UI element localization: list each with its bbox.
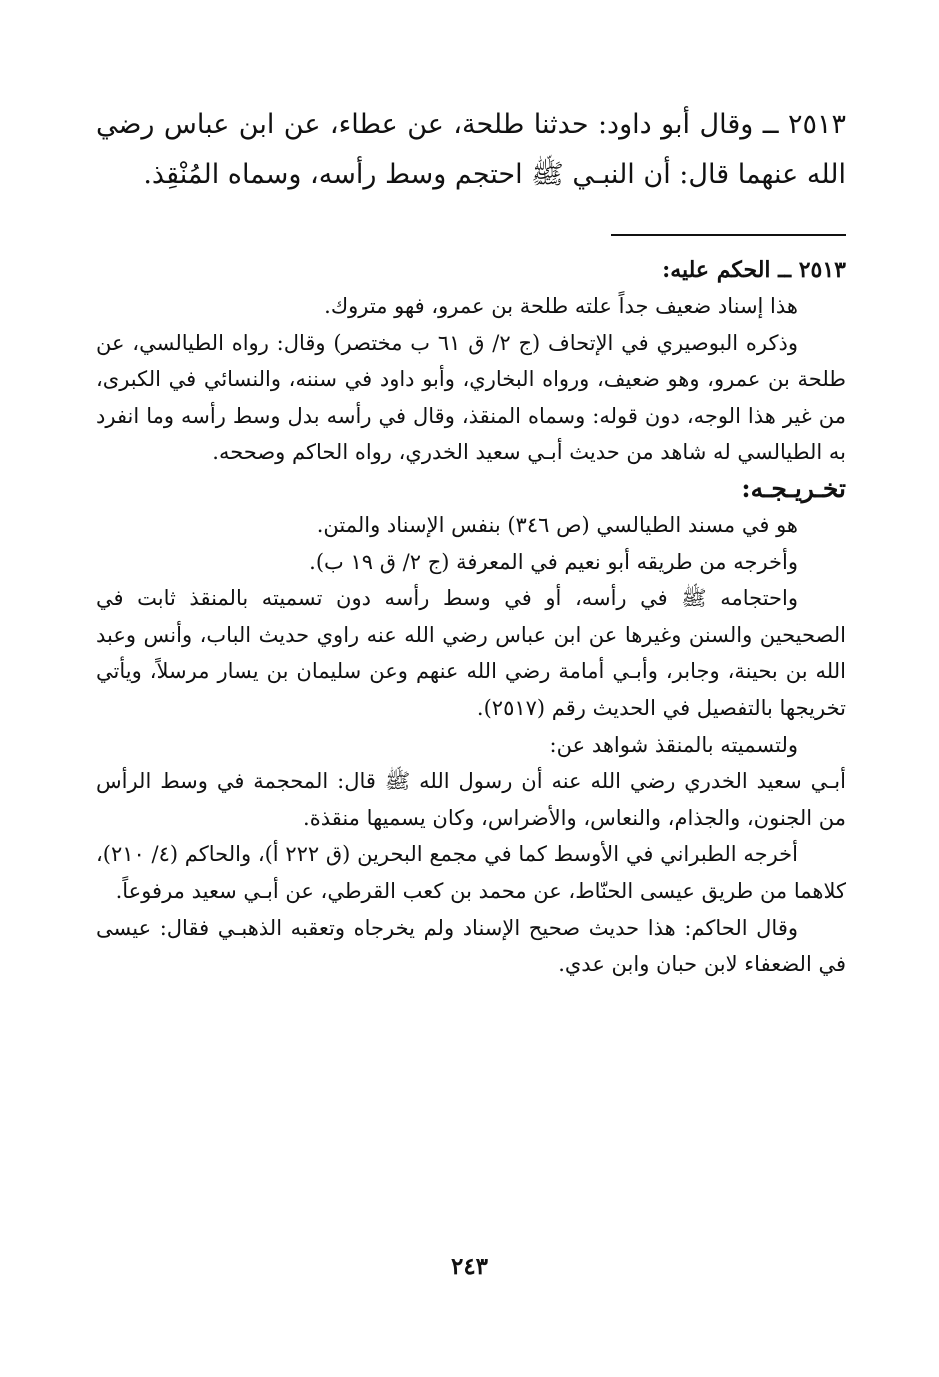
hadith-dash: ــ: [762, 109, 779, 140]
page-body: [96, 100, 846, 983]
page-number: ٢٤٣: [450, 1253, 489, 1280]
hadith-text-block: [96, 100, 846, 200]
takhrij-paragraph-2: وأخرجه من طريقه أبو نعيم في المعرفة (ج ٢/ ق ١٩ ب).: [309, 549, 798, 574]
takhrij-paragraph-4: ولتسميته بالمنقذ شواهد عن:: [549, 732, 798, 757]
hadith-text: وقال أبو داود: حدثنا طلحة، عن عطاء، عن ابن عباس رضي الله عنهما قال: أن النبـي ﷺ احتجم وسط رأسه، وسماه المُنْقِذ.: [96, 109, 846, 190]
takhrij-paragraph-6: أخرجه الطبراني في الأوسط كما في مجمع البحرين (ق ٢٢٢ أ)، والحاكم (٤/ ٢١٠)، كلاهما من طريق عيسى الحنّاط، عن محمد بن كعب القرطي، عن أبـي سعيد مرفوعاً.: [96, 842, 846, 903]
hadith-number: ٢٥١٣: [787, 109, 846, 140]
takhrij-paragraph-1: هو في مسند الطيالسي (ص ٣٤٦) بنفس الإسناد والمتن.: [316, 512, 798, 537]
ruling-paragraph-1: هذا إسناد ضعيف جداً علته طلحة بن عمرو، فهو متروك.: [324, 294, 798, 318]
takhrij-heading: تخـريـجـه:: [741, 473, 846, 503]
ruling-heading: ٢٥١٣ ــ الحكم عليه:: [662, 257, 846, 283]
takhrij-paragraph-5: أبـي سعيد الخدري رضي الله عنه أن رسول الله ﷺ قال: المحجمة في وسط الرأس من الجنون، والجذام، والنعاس، والأضراس، وكان يسميها منقذة.: [96, 769, 846, 830]
footnote-separator: [611, 234, 846, 236]
takhrij-paragraph-7: وقال الحاكم: هذا حديث صحيح الإسناد ولم يخرجاه وتعقبه الذهبـي فقال: عيسى في الضعفاء لابن حبان وابن عدي.: [96, 915, 846, 977]
takhrij-paragraph-3: واحتجامه ﷺ في رأسه، أو في وسط رأسه دون تسميته بالمنقذ ثابت في الصحيحين والسنن وغيرها عن ابن عباس رضي الله عنه راوي حديث الباب، وأنس وعبد الله بن بحينة، وجابر، وأبـي أمامة رضي الله عنهم وعن سليمان بن يسار مرسلاً، ويأتي تخريجها بالتفصيل في الحديث رقم (٢٥١٧).: [96, 586, 846, 720]
ruling-paragraph-2: وذكره البوصيري في الإتحاف (ج ٢/ ق ٦١ ب مختصر) وقال: رواه الطيالسي، عن طلحة بن عمرو، وهو ضعيف، ورواه البخاري، وأبو داود في سننه، والنسائي في الكبرى، من غير هذا الوجه، دون قوله: وسماه المنقذ، وقال في رأسه بدل وسط رأسه وما انفرد به الطيالسي له شاهد من حديث أبـي سعيد الخدري، رواه الحاكم وصححه.: [96, 330, 846, 465]
footnote-separator-wrap: [96, 200, 846, 252]
